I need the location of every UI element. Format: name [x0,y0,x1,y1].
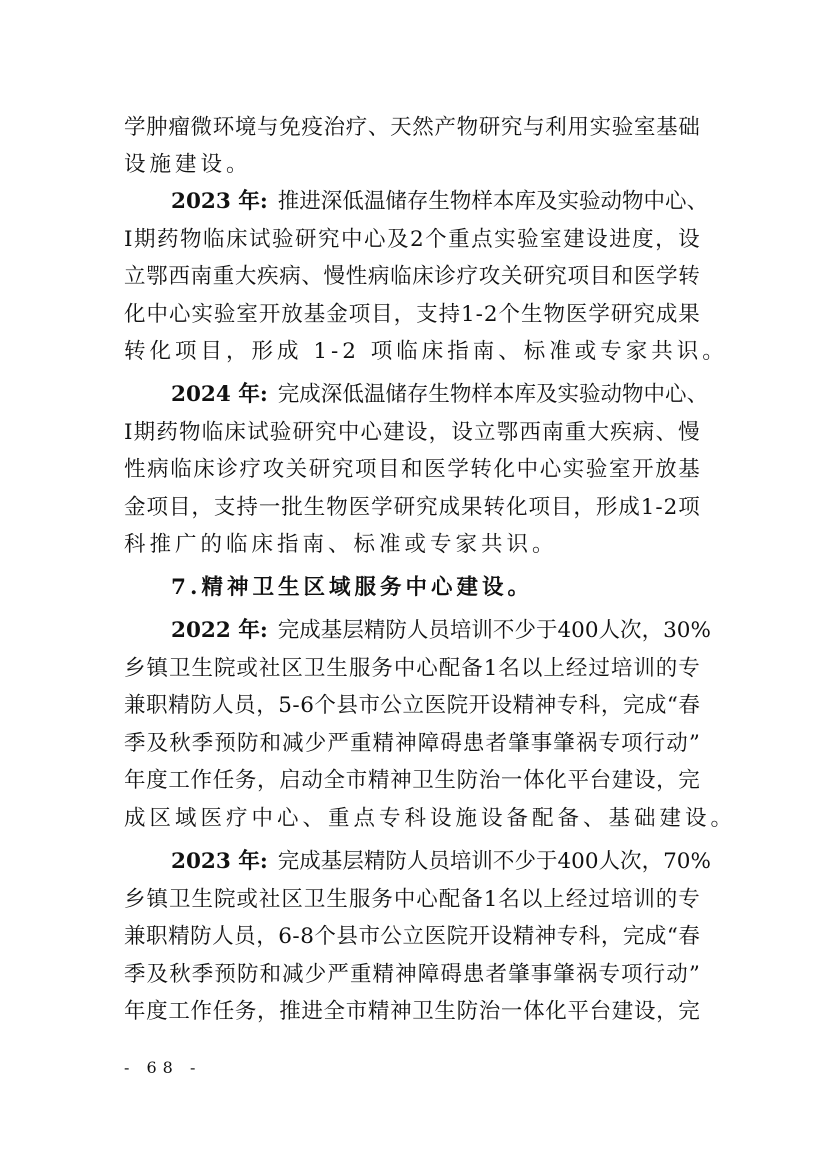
text: 完 成 基 层 精 防 人 员 培 训 不 少 于 4 0 0 人 次 ， 3 0 % [277,618,711,643]
text: 推 进 深 低 温 储 存 生 物 样 本 库 及 实 验 动 物 中 心 、 [277,189,709,214]
text-line: 设施建设。 [124,152,252,177]
text-line: 学 肿 瘤 微 环 境 与 免 疫 治 疗 、 天 然 产 物 研 究 与 利 用 实 验 室 基 础 [124,115,700,140]
text-line: I 期 药 物 临 床 试 验 研 究 中 心 建 设 ， 设 立 鄂 西 南 重 大 疾 病 、 慢 [124,420,700,445]
text-line: 乡 镇 卫 生 院 或 社 区 卫 生 服 务 中 心 配 备 1 名 以 上 经 过 培 训 的 专 [124,656,700,681]
text-line: 乡 镇 卫 生 院 或 社 区 卫 生 服 务 中 心 配 备 1 名 以 上 经 过 培 训 的 专 [124,887,700,912]
text-line: 年 度 工 作 任 务 ， 启 动 全 市 精 神 卫 生 防 治 一 体 化 平 台 建 设 ， 完 [124,768,700,793]
text: 完 成 深 低 温 储 存 生 物 样 本 库 及 实 验 动 物 中 心 、 [277,382,709,407]
year-label: 2023 年: [171,189,268,214]
text-line: 转化项目，形成 1-2 项临床指南、标准或专家共识。 [124,339,728,364]
paragraph-2023b-first-line [171,849,711,874]
text: 完 成 基 层 精 防 人 员 培 训 不 少 于 4 0 0 人 次 ， 7 0 % [277,849,711,874]
paragraph-2024-first-line [171,382,709,407]
text-line: 季 及 秋 季 预 防 和 减 少 严 重 精 神 障 碍 患 者 肇 事 肇 祸 专 项 行 动 ” [124,731,700,756]
text-line: 兼 职 精 防 人 员 ， 5 - 6 个 县 市 公 立 医 院 开 设 精 神 专 科 ， 完 成 “ 春 [124,693,700,718]
text-line: 立 鄂 西 南 重 大 疾 病 、 慢 性 病 临 床 诊 疗 攻 关 研 究 项 目 和 医 学 转 [124,264,700,289]
paragraph-2023-first-line [171,189,709,214]
paragraph-2022-first-line [171,618,711,643]
text-line: 年 度 工 作 任 务 ， 推 进 全 市 精 神 卫 生 防 治 一 体 化 平 台 建 设 ， 完 [124,999,700,1024]
text-line: 科推广的临床指南、标准或专家共识。 [124,532,558,557]
text-line: 性 病 临 床 诊 疗 攻 关 研 究 项 目 和 医 学 转 化 中 心 实 验 室 开 放 基 [124,457,700,482]
text-line: 成区域医疗中心、重点专科设施设备配备、基础建设。 [124,806,737,831]
page-number: - 68 - [124,1058,202,1077]
text-line: 金 项 目 ， 支 持 一 批 生 物 医 学 研 究 成 果 转 化 项 目 ， 形 成 1 - 2 项 [124,495,700,520]
text-line: I 期 药 物 临 床 试 验 研 究 中 心 及 2 个 重 点 实 验 室 建 设 进 度 ， 设 [124,227,700,252]
section-heading: 7.精神卫生区域服务中心建设。 [171,575,533,600]
text-line: 季 及 秋 季 预 防 和 减 少 严 重 精 神 障 碍 患 者 肇 事 肇 祸 专 项 行 动 ” [124,962,700,987]
text-span [278,191,708,213]
year-label: 2024 年: [171,382,268,407]
text-line: 化 中 心 实 验 室 开 放 基 金 项 目 ， 支 持 1 - 2 个 生 物 医 学 研 究 成 果 [124,302,700,327]
year-label: 2023 年: [171,849,268,874]
year-label: 2022 年: [171,618,268,643]
text-line: 兼 职 精 防 人 员 ， 6 - 8 个 县 市 公 立 医 院 开 设 精 神 专 科 ， 完 成 “ 春 [124,924,700,949]
